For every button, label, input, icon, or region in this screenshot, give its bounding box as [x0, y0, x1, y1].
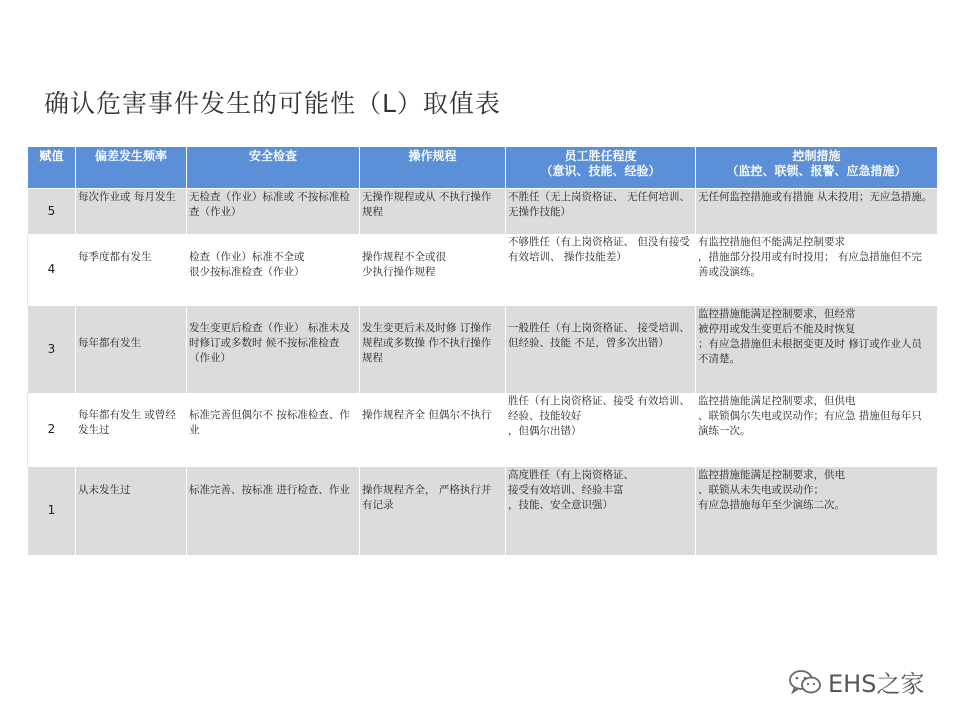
cell-control — [696, 189, 938, 234]
cell-line: 查（作业） — [189, 206, 242, 218]
cell-line: 被停用或发生变更后不能及时恢复 — [698, 322, 856, 335]
cell-line: 发生变更后未及时修 订操作 — [362, 321, 492, 334]
cell-competence — [506, 467, 696, 555]
cell-frequency — [76, 189, 187, 234]
cell-line: ，措施部分投用或有时投用； 有应急措施但不完 — [698, 250, 922, 263]
cell-line: 每季度都有发生 — [78, 250, 152, 263]
cell-line: 发生过 — [78, 423, 110, 436]
cell-line: ，但偶尔出错） — [508, 424, 582, 437]
cell-score: 4 — [28, 234, 76, 306]
table-row — [28, 234, 938, 306]
cell-competence — [506, 234, 696, 306]
cell-line: 操作规程不全或很 — [362, 250, 446, 263]
cell-line: 标准完善、按标准 进行检查、作业 — [189, 483, 350, 496]
cell-line: 无操作规程或从 不执行操作 — [362, 191, 492, 203]
cell-line: 有效培训、 操作技能差） — [508, 250, 627, 263]
cell-score: 3 — [28, 306, 76, 393]
cell-frequency — [76, 234, 187, 306]
cell-line: 无任何监控措施或有措施 从未投用；无应急措施。 — [698, 191, 933, 203]
cell-safety-check — [187, 234, 360, 306]
cell-line: 无操作技能） — [508, 206, 571, 218]
cell-control — [696, 306, 938, 393]
cell-line: 员工胜任程度 — [564, 149, 637, 163]
watermark — [788, 664, 924, 699]
cell-line: 从未发生过 — [78, 483, 131, 496]
cell-line: 无检查（作业）标准或 不按标准检 — [189, 191, 350, 203]
cell-line: 检查（作业）标准不全或 — [189, 250, 305, 263]
cell-line: 高度胜任（有上岗资格证、 — [508, 468, 634, 481]
cell-line: 赋值 — [39, 149, 64, 163]
cell-competence — [506, 189, 696, 234]
cell-competence — [506, 306, 696, 393]
table-row — [28, 189, 938, 234]
cell-control — [696, 393, 938, 467]
cell-safety-check — [187, 467, 360, 555]
cell-line: 规程 — [362, 351, 383, 364]
table-header-row — [28, 147, 938, 189]
cell-line: 接受有效培训、经验丰富 — [508, 483, 624, 496]
cell-line: （监控、联锁、报警、应急措施） — [726, 164, 907, 178]
cell-line: ，技能、安全意识强） — [508, 498, 613, 511]
watermark-text: EHS之家 — [828, 670, 925, 698]
cell-frequency — [76, 467, 187, 555]
cell-control — [696, 467, 938, 555]
cell-line: 善或没演练。 — [698, 265, 761, 278]
col-header-frequency — [76, 147, 187, 189]
cell-competence — [506, 393, 696, 467]
cell-line: 、联锁从未失电或误动作； — [698, 483, 824, 496]
cell-line: 偏差发生频率 — [94, 149, 167, 163]
cell-control — [696, 234, 938, 306]
cell-safety-check — [187, 393, 360, 467]
cell-line: 但经验、技能 不足，曾多次出错） — [508, 336, 669, 349]
cell-procedure — [360, 467, 506, 555]
table-row — [28, 306, 938, 393]
cell-score: 5 — [28, 189, 76, 234]
cell-line: （意识、技能、经验） — [540, 164, 661, 178]
cell-line: 控制措施 — [792, 149, 841, 163]
cell-procedure — [360, 234, 506, 306]
cell-line: 不清楚。 — [698, 352, 740, 365]
cell-line: 有记录 — [362, 498, 394, 511]
cell-line: 胜任（有上岗资格证、接受 有效培训、 — [508, 394, 690, 407]
cell-line: 一般胜任（有上岗资格证、 接受培训、 — [508, 321, 690, 334]
cell-line: 发生变更后检查（作业） 标准未及 — [189, 321, 350, 334]
cell-line: 演练一次。 — [698, 424, 751, 437]
cell-line: 每年都有发生 或曾经 — [78, 408, 176, 421]
cell-line: 经验、技能较好 — [508, 409, 582, 422]
cell-line: 有应急措施每年至少演练二次。 — [698, 498, 845, 511]
cell-safety-check — [187, 306, 360, 393]
cell-line: 安全检查 — [248, 149, 297, 163]
cell-procedure — [360, 306, 506, 393]
col-header-procedure — [360, 147, 506, 189]
cell-line: 监控措施能满足控制要求，供电 — [698, 468, 845, 481]
cell-line: 规程或多数操 作不执行操作 — [362, 336, 492, 349]
cell-line: 监控措施能满足控制要求，但供电 — [698, 394, 856, 407]
cell-line: 操作规程齐全， 严格执行并 — [362, 483, 492, 496]
cell-line: 时修订或多数时 候不按标准检查 — [189, 336, 340, 349]
table-row — [28, 393, 938, 467]
wechat-icon — [788, 668, 822, 696]
cell-line: 监控措施能满足控制要求，但经常 — [698, 307, 856, 320]
cell-line: 、联锁偶尔失电或误动作；有应急 措施但每年只 — [698, 409, 922, 422]
cell-procedure — [360, 189, 506, 234]
cell-frequency — [76, 306, 187, 393]
col-header-competence — [506, 147, 696, 189]
cell-line: 标准完善但偶尔不 按标准检查、作 — [189, 408, 350, 421]
cell-score: 2 — [28, 393, 76, 467]
cell-line: 每次作业或 每月发生 — [78, 191, 176, 203]
cell-score: 1 — [28, 467, 76, 555]
cell-line: 不胜任（无上岗资格证、 无任何培训、 — [508, 191, 690, 203]
cell-line: 有监控措施但不能满足控制要求 — [698, 235, 845, 248]
cell-line: 规程 — [362, 206, 383, 218]
cell-line: 操作规程齐全 但偶尔不执行 — [362, 408, 492, 421]
col-header-control — [696, 147, 938, 189]
table-row — [28, 467, 938, 555]
cell-line: 操作规程 — [408, 149, 457, 163]
cell-line: 很少按标准检查（作业） — [189, 265, 305, 278]
cell-line: （作业） — [189, 351, 231, 364]
cell-line: ；有应急措施但未根据变更及时 修订或作业人员 — [698, 337, 922, 350]
cell-procedure — [360, 393, 506, 467]
col-header-safety-check — [187, 147, 360, 189]
cell-line: 少执行操作规程 — [362, 265, 436, 278]
cell-frequency — [76, 393, 187, 467]
page-title: 确认危害事件发生的可能性（L）取值表 — [44, 89, 501, 118]
cell-line: 业 — [189, 423, 200, 436]
col-header-score — [28, 147, 76, 189]
likelihood-table — [27, 146, 938, 555]
cell-line: 不够胜任（有上岗资格证、 但没有接受 — [508, 235, 690, 248]
cell-safety-check — [187, 189, 360, 234]
cell-line: 每年都有发生 — [78, 336, 141, 349]
